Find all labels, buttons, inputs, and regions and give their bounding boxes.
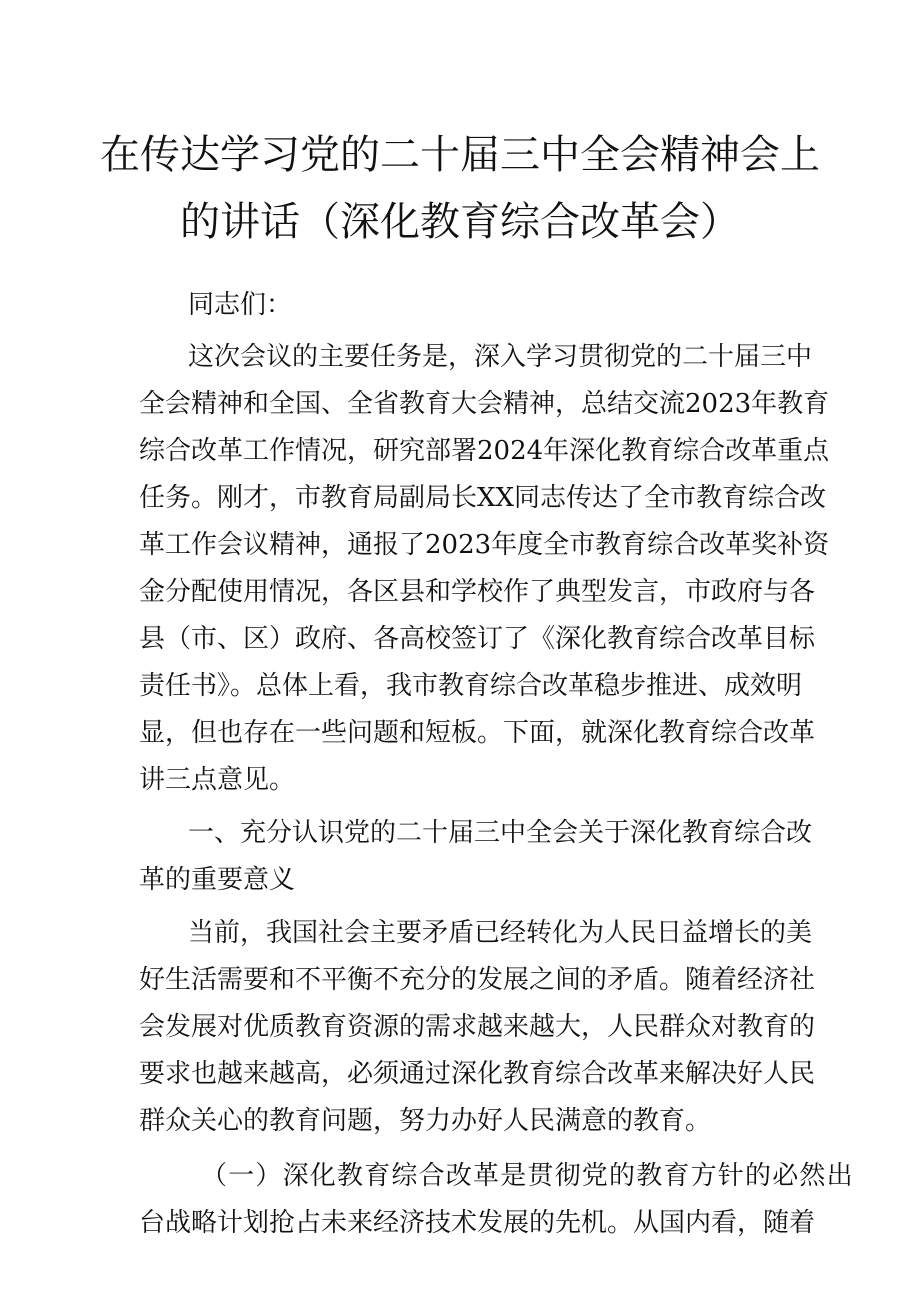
body-line: 好生活需要和不平衡不充分的发展之间的矛盾。随着经济社 xyxy=(139,965,816,995)
salutation: 同志们： xyxy=(188,290,293,320)
body-line: 显，但也存在一些问题和短板。下面，就深化教育综合改革 xyxy=(139,718,816,748)
document-title-line-2: 的讲话（深化教育综合改革会） xyxy=(180,199,740,245)
subsection-heading: （一）深化教育综合改革是贯彻党的教育方针的必然出 xyxy=(201,1161,854,1191)
body-line: 责任书》。总体上看，我市教育综合改革稳步推进、成效明 xyxy=(139,671,803,701)
body-line: 革工作会议精神，通报了2023年度全市教育综合改革奖补资 xyxy=(139,530,830,560)
section-heading-continued: 革的重要意义 xyxy=(139,865,296,895)
body-line: 全会精神和全国、全省教育大会精神，总结交流2023年教育 xyxy=(139,389,830,419)
body-line: 综合改革工作情况，研究部署2024年深化教育综合改革重点 xyxy=(139,436,830,466)
body-line: 台战略计划抢占未来经济技术发展的先机。从国内看，随着 xyxy=(139,1208,816,1238)
section-heading: 一、充分认识党的二十届三中全会关于深化教育综合改 xyxy=(188,818,813,848)
body-line: 讲三点意见。 xyxy=(139,765,296,795)
body-line: 要求也越来越高，必须通过深化教育综合改革来解决好人民 xyxy=(139,1059,816,1089)
body-line: 金分配使用情况，各区县和学校作了典型发言，市政府与各 xyxy=(139,577,816,607)
body-line: 当前，我国社会主要矛盾已经转化为人民日益增长的美 xyxy=(188,918,813,948)
body-line: 任务。刚才，市教育局副局长XX同志传达了全市教育综合改 xyxy=(139,483,827,513)
body-line: 群众关心的教育问题，努力办好人民满意的教育。 xyxy=(139,1106,712,1136)
body-line: 县（市、区）政府、各高校签订了《深化教育综合改革目标 xyxy=(139,624,816,654)
document-title-line-1: 在传达学习党的二十届三中全会精神会上 xyxy=(100,132,820,178)
body-line: 这次会议的主要任务是，深入学习贯彻党的二十届三中 xyxy=(188,342,813,372)
body-line: 会发展对优质教育资源的需求越来越大，人民群众对教育的 xyxy=(139,1012,816,1042)
